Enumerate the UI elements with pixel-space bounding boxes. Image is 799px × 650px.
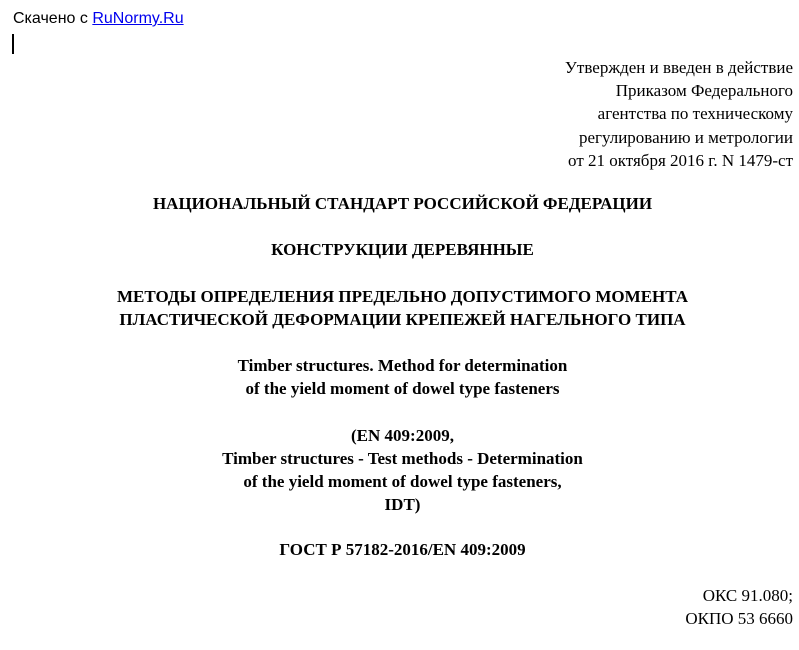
- standard-designation: [0, 538, 799, 561]
- approval-line: от 21 октября 2016 г. N 1479-ст: [568, 150, 793, 170]
- english-title-line: Timber structures. Method for determination: [237, 356, 568, 375]
- reference-line: (EN 409:2009,: [351, 426, 454, 445]
- methods-line: МЕТОДЫ ОПРЕДЕЛЕНИЯ ПРЕДЕЛЬНО ДОПУСТИМОГО МОМЕНТА: [116, 287, 689, 306]
- source-link[interactable]: RuNormy.Ru: [92, 10, 184, 27]
- source-note: [13, 8, 184, 30]
- source-note-prefix: Скачено с: [13, 10, 88, 27]
- approval-line: регулированию и метрологии: [578, 127, 793, 147]
- approval-line: Приказом Федерального: [615, 81, 793, 101]
- reference-line: Timber structures - Test methods - Determination: [222, 449, 583, 468]
- reference-line: of the yield moment of dowel type fasteners,: [243, 472, 562, 491]
- okpo-code: ОКПО 53 6660: [685, 609, 793, 628]
- approval-line: Утвержден и введен в действие: [564, 58, 793, 77]
- reference-standard: [0, 424, 799, 516]
- reference-line: IDT): [384, 495, 421, 514]
- english-title: [0, 354, 799, 400]
- approval-line: агентства по техническому: [597, 104, 793, 124]
- methods-heading: [0, 285, 799, 331]
- subject-heading: [0, 238, 799, 261]
- approval-block: [565, 56, 793, 172]
- national-standard-text: НАЦИОНАЛЬНЫЙ СТАНДАРТ РОССИЙСКОЙ ФЕДЕРАЦИИ: [152, 194, 653, 213]
- oks-code: ОКС 91.080;: [702, 586, 793, 605]
- methods-line: ПЛАСТИЧЕСКОЙ ДЕФОРМАЦИИ КРЕПЕЖЕЙ НАГЕЛЬНОГО ТИПА: [119, 310, 686, 329]
- subject-text: КОНСТРУКЦИИ ДЕРЕВЯННЫЕ: [271, 240, 534, 259]
- standard-designation-text: ГОСТ Р 57182-2016/EN 409:2009: [279, 540, 526, 559]
- text-cursor: [12, 34, 14, 54]
- classification-codes: [685, 584, 793, 630]
- english-title-line: of the yield moment of dowel type fasteners: [245, 379, 560, 398]
- national-standard-heading: [0, 192, 799, 215]
